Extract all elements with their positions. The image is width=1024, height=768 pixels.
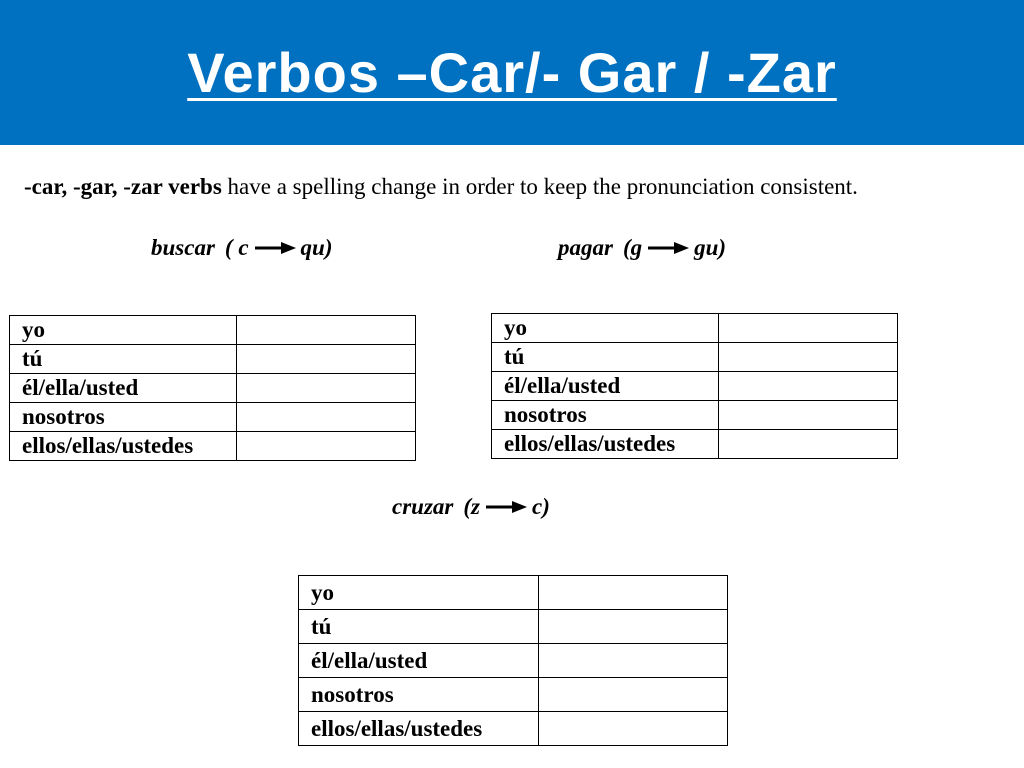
answer-cell[interactable] [539, 644, 728, 678]
verb-label-pagar [558, 235, 726, 261]
answer-cell[interactable] [539, 678, 728, 712]
verb-open: ( c [224, 235, 249, 260]
verb-label-cruzar [392, 494, 550, 520]
answer-cell[interactable] [237, 316, 416, 345]
table-row [492, 314, 898, 343]
verb-close: qu) [300, 235, 333, 260]
answer-cell[interactable] [237, 345, 416, 374]
table-row [299, 610, 728, 644]
pronoun-cell: nosotros [299, 678, 539, 712]
slide-title: Verbos –Car/- Gar / -Zar [187, 41, 837, 104]
table-row [299, 678, 728, 712]
answer-cell[interactable] [237, 374, 416, 403]
verb-name: cruzar [392, 494, 454, 519]
answer-cell[interactable] [719, 430, 898, 459]
answer-cell[interactable] [539, 576, 728, 610]
conjugation-table-pagar [491, 313, 898, 459]
pronoun-cell: yo [299, 576, 539, 610]
intro-bold: -car, -gar, -zar verbs [24, 174, 222, 199]
pronoun-cell: yo [10, 316, 237, 345]
verb-name: buscar [151, 235, 215, 260]
pronoun-cell: nosotros [492, 401, 719, 430]
arrow-icon [646, 241, 690, 255]
pronoun-cell: tú [492, 343, 719, 372]
table-row [492, 343, 898, 372]
intro-rest: have a spelling change in order to keep the pronunciation consistent. [221, 174, 858, 199]
table-row [10, 316, 416, 345]
pronoun-cell: yo [492, 314, 719, 343]
table-row [492, 401, 898, 430]
arrow-icon [253, 241, 297, 255]
answer-cell[interactable] [539, 712, 728, 746]
answer-cell[interactable] [719, 401, 898, 430]
pronoun-cell: él/ella/usted [10, 374, 237, 403]
conjugation-table-cruzar [298, 575, 728, 746]
table-row [299, 712, 728, 746]
pronoun-cell: tú [10, 345, 237, 374]
verb-close: gu) [694, 235, 727, 260]
table-row [299, 644, 728, 678]
pronoun-cell: nosotros [10, 403, 237, 432]
table-row [10, 374, 416, 403]
pronoun-cell: él/ella/usted [492, 372, 719, 401]
table-row [10, 345, 416, 374]
answer-cell[interactable] [237, 432, 416, 461]
conjugation-table-buscar [9, 315, 416, 461]
answer-cell[interactable] [719, 372, 898, 401]
verb-open: (g [622, 235, 643, 260]
title-bar [0, 0, 1024, 145]
pronoun-cell: él/ella/usted [299, 644, 539, 678]
table-row [492, 372, 898, 401]
answer-cell[interactable] [719, 343, 898, 372]
verb-name: pagar [558, 235, 613, 260]
verb-label-buscar [151, 235, 332, 261]
answer-cell[interactable] [237, 403, 416, 432]
table-row [10, 403, 416, 432]
intro-text [24, 174, 1014, 200]
verb-close: c) [531, 494, 550, 519]
pronoun-cell: ellos/ellas/ustedes [10, 432, 237, 461]
table-row [10, 432, 416, 461]
pronoun-cell: ellos/ellas/ustedes [299, 712, 539, 746]
arrow-icon [484, 500, 528, 514]
answer-cell[interactable] [719, 314, 898, 343]
pronoun-cell: ellos/ellas/ustedes [492, 430, 719, 459]
table-row [492, 430, 898, 459]
answer-cell[interactable] [539, 610, 728, 644]
pronoun-cell: tú [299, 610, 539, 644]
verb-open: (z [463, 494, 480, 519]
table-row [299, 576, 728, 610]
